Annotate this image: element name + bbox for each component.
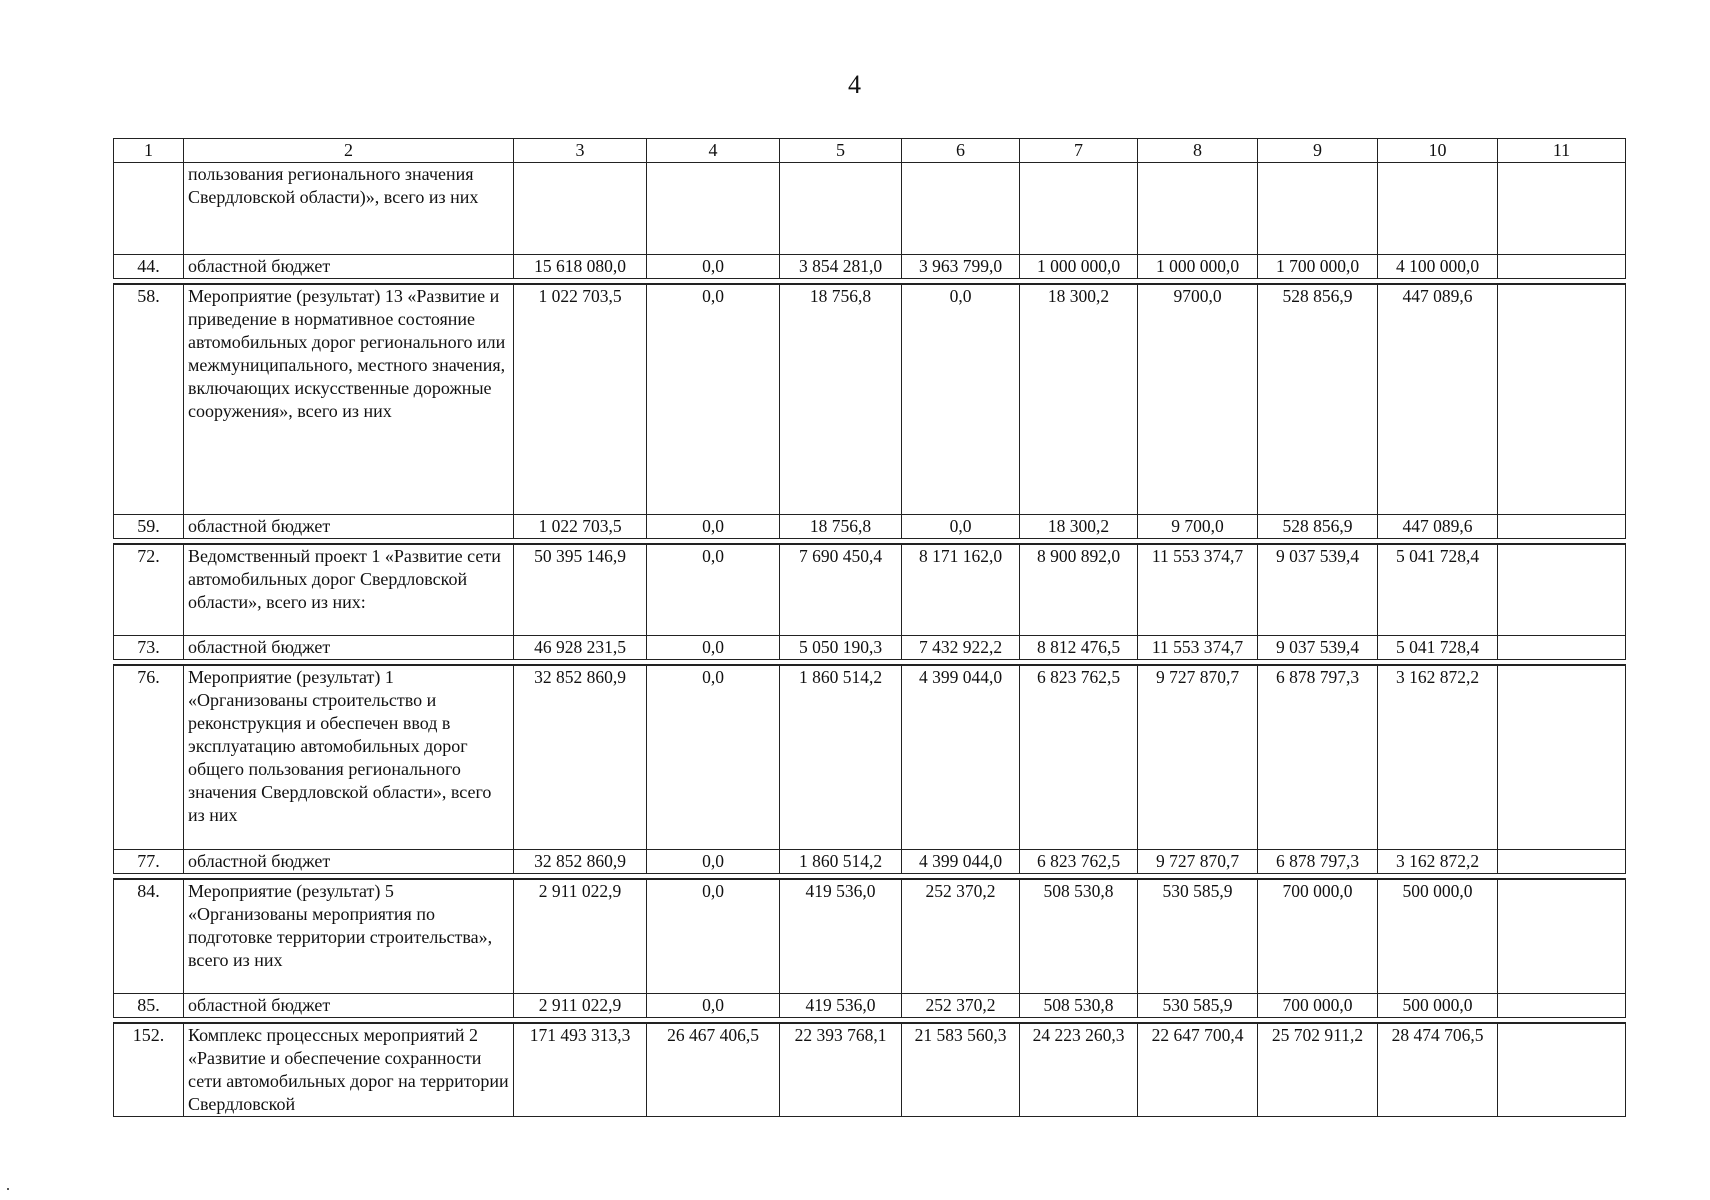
table-row — [114, 544, 1626, 636]
value-cell-col-6: 3 963 799,0 — [902, 255, 1020, 279]
value-cell-col-11 — [1498, 163, 1626, 255]
table-row — [114, 255, 1626, 279]
value-cell-col-4: 0,0 — [647, 994, 780, 1018]
value-cell-col-8: 1 000 000,0 — [1138, 255, 1258, 279]
row-number: 77. — [114, 849, 184, 873]
value-cell-col-10: 5 041 728,4 — [1378, 544, 1498, 636]
table-row — [114, 879, 1626, 994]
table-row — [114, 514, 1626, 538]
value-cell-col-5: 18 756,8 — [780, 514, 902, 538]
scan-speck — [7, 1188, 9, 1190]
value-cell-col-11 — [1498, 994, 1626, 1018]
value-cell-col-6: 7 432 922,2 — [902, 636, 1020, 660]
value-cell-col-8: 530 585,9 — [1138, 879, 1258, 994]
value-cell-col-3: 1 022 703,5 — [514, 514, 647, 538]
value-cell-col-5: 5 050 190,3 — [780, 636, 902, 660]
column-header-10: 10 — [1378, 139, 1498, 163]
value-cell-col-5: 419 536,0 — [780, 879, 902, 994]
value-cell-col-3: 15 618 080,0 — [514, 255, 647, 279]
value-cell-col-6: 0,0 — [902, 514, 1020, 538]
value-cell-col-11 — [1498, 636, 1626, 660]
value-cell-col-9: 528 856,9 — [1258, 284, 1378, 514]
column-header-6: 6 — [902, 139, 1020, 163]
value-cell-col-9: 9 037 539,4 — [1258, 636, 1378, 660]
value-cell-col-3: 2 911 022,9 — [514, 879, 647, 994]
value-cell-col-5: 419 536,0 — [780, 994, 902, 1018]
value-cell-col-7: 18 300,2 — [1020, 514, 1138, 538]
value-cell-col-4: 0,0 — [647, 284, 780, 514]
table-row — [114, 994, 1626, 1018]
value-cell-col-11 — [1498, 1023, 1626, 1117]
column-header-7: 7 — [1020, 139, 1138, 163]
value-cell-col-6: 8 171 162,0 — [902, 544, 1020, 636]
row-description: Мероприятие (результат) 5 «Организованы мероприятия по подготовке территории строительства», всего из них — [184, 879, 514, 994]
value-cell-col-8 — [1138, 163, 1258, 255]
table-row — [114, 849, 1626, 873]
value-cell-col-6: 252 370,2 — [902, 879, 1020, 994]
value-cell-col-8: 9700,0 — [1138, 284, 1258, 514]
value-cell-col-9: 25 702 911,2 — [1258, 1023, 1378, 1117]
value-cell-col-6: 4 399 044,0 — [902, 665, 1020, 849]
value-cell-col-7: 6 823 762,5 — [1020, 849, 1138, 873]
value-cell-col-6 — [902, 163, 1020, 255]
value-cell-col-4 — [647, 163, 780, 255]
value-cell-col-7: 508 530,8 — [1020, 994, 1138, 1018]
row-description: областной бюджет — [184, 514, 514, 538]
value-cell-col-7: 1 000 000,0 — [1020, 255, 1138, 279]
row-description: областной бюджет — [184, 994, 514, 1018]
value-cell-col-9 — [1258, 163, 1378, 255]
column-header-4: 4 — [647, 139, 780, 163]
budget-table-container — [113, 138, 1625, 1117]
row-number: 85. — [114, 994, 184, 1018]
page-number: 4 — [848, 70, 862, 99]
value-cell-col-9: 6 878 797,3 — [1258, 665, 1378, 849]
value-cell-col-4: 0,0 — [647, 544, 780, 636]
value-cell-col-6: 4 399 044,0 — [902, 849, 1020, 873]
column-header-8: 8 — [1138, 139, 1258, 163]
value-cell-col-8: 9 727 870,7 — [1138, 665, 1258, 849]
value-cell-col-11 — [1498, 849, 1626, 873]
value-cell-col-5: 3 854 281,0 — [780, 255, 902, 279]
value-cell-col-5: 1 860 514,2 — [780, 665, 902, 849]
value-cell-col-6: 0,0 — [902, 284, 1020, 514]
value-cell-col-10: 500 000,0 — [1378, 879, 1498, 994]
value-cell-col-4: 0,0 — [647, 255, 780, 279]
value-cell-col-10: 447 089,6 — [1378, 284, 1498, 514]
budget-table — [113, 138, 1626, 1117]
value-cell-col-3: 2 911 022,9 — [514, 994, 647, 1018]
column-header-11: 11 — [1498, 139, 1626, 163]
value-cell-col-11 — [1498, 514, 1626, 538]
row-description: Мероприятие (результат) 13 «Развитие и приведение в нормативное состояние автомобильных дорог регионального или межмуниципального, местного значения, включающих искусственные дорожные сооружения», всего из них — [184, 284, 514, 514]
value-cell-col-10: 3 162 872,2 — [1378, 849, 1498, 873]
value-cell-col-10: 447 089,6 — [1378, 514, 1498, 538]
value-cell-col-11 — [1498, 544, 1626, 636]
value-cell-col-9: 1 700 000,0 — [1258, 255, 1378, 279]
row-description: Ведомственный проект 1 «Развитие сети автомобильных дорог Свердловской области», всего из них: — [184, 544, 514, 636]
value-cell-col-4: 0,0 — [647, 879, 780, 994]
row-description: пользования регионального значения Свердловской области)», всего из них — [184, 163, 514, 255]
row-description: Комплекс процессных мероприятий 2 «Развитие и обеспечение сохранности сети автомобильных дорог на территории Свердловской — [184, 1023, 514, 1117]
value-cell-col-3: 1 022 703,5 — [514, 284, 647, 514]
value-cell-col-7: 8 900 892,0 — [1020, 544, 1138, 636]
value-cell-col-9: 9 037 539,4 — [1258, 544, 1378, 636]
value-cell-col-7: 6 823 762,5 — [1020, 665, 1138, 849]
value-cell-col-8: 22 647 700,4 — [1138, 1023, 1258, 1117]
value-cell-col-8: 11 553 374,7 — [1138, 636, 1258, 660]
row-number — [114, 163, 184, 255]
column-header-5: 5 — [780, 139, 902, 163]
row-number: 76. — [114, 665, 184, 849]
value-cell-col-10: 3 162 872,2 — [1378, 665, 1498, 849]
value-cell-col-7: 24 223 260,3 — [1020, 1023, 1138, 1117]
value-cell-col-10: 500 000,0 — [1378, 994, 1498, 1018]
table-row — [114, 1023, 1626, 1117]
row-number: 58. — [114, 284, 184, 514]
value-cell-col-6: 252 370,2 — [902, 994, 1020, 1018]
value-cell-col-10: 28 474 706,5 — [1378, 1023, 1498, 1117]
value-cell-col-4: 0,0 — [647, 665, 780, 849]
row-number: 72. — [114, 544, 184, 636]
value-cell-col-7: 18 300,2 — [1020, 284, 1138, 514]
table-row — [114, 284, 1626, 514]
row-description: областной бюджет — [184, 255, 514, 279]
value-cell-col-3 — [514, 163, 647, 255]
value-cell-col-10: 4 100 000,0 — [1378, 255, 1498, 279]
value-cell-col-5: 22 393 768,1 — [780, 1023, 902, 1117]
value-cell-col-4: 0,0 — [647, 636, 780, 660]
table-row — [114, 636, 1626, 660]
value-cell-col-8: 9 700,0 — [1138, 514, 1258, 538]
column-header-9: 9 — [1258, 139, 1378, 163]
value-cell-col-10 — [1378, 163, 1498, 255]
row-description: областной бюджет — [184, 849, 514, 873]
value-cell-col-11 — [1498, 879, 1626, 994]
value-cell-col-5 — [780, 163, 902, 255]
row-number: 44. — [114, 255, 184, 279]
value-cell-col-7 — [1020, 163, 1138, 255]
value-cell-col-5: 1 860 514,2 — [780, 849, 902, 873]
row-description: областной бюджет — [184, 636, 514, 660]
value-cell-col-9: 700 000,0 — [1258, 994, 1378, 1018]
value-cell-col-10: 5 041 728,4 — [1378, 636, 1498, 660]
row-number: 73. — [114, 636, 184, 660]
row-number: 152. — [114, 1023, 184, 1117]
table-row — [114, 163, 1626, 255]
value-cell-col-11 — [1498, 284, 1626, 514]
value-cell-col-7: 508 530,8 — [1020, 879, 1138, 994]
value-cell-col-3: 46 928 231,5 — [514, 636, 647, 660]
value-cell-col-8: 11 553 374,7 — [1138, 544, 1258, 636]
value-cell-col-9: 528 856,9 — [1258, 514, 1378, 538]
value-cell-col-3: 32 852 860,9 — [514, 849, 647, 873]
value-cell-col-3: 171 493 313,3 — [514, 1023, 647, 1117]
value-cell-col-8: 530 585,9 — [1138, 994, 1258, 1018]
value-cell-col-7: 8 812 476,5 — [1020, 636, 1138, 660]
row-number: 59. — [114, 514, 184, 538]
value-cell-col-5: 18 756,8 — [780, 284, 902, 514]
table-row — [114, 665, 1626, 849]
row-number: 84. — [114, 879, 184, 994]
table-header-row — [114, 139, 1626, 163]
value-cell-col-4: 0,0 — [647, 514, 780, 538]
value-cell-col-4: 26 467 406,5 — [647, 1023, 780, 1117]
value-cell-col-9: 6 878 797,3 — [1258, 849, 1378, 873]
value-cell-col-3: 50 395 146,9 — [514, 544, 647, 636]
column-header-1: 1 — [114, 139, 184, 163]
value-cell-col-11 — [1498, 665, 1626, 849]
value-cell-col-8: 9 727 870,7 — [1138, 849, 1258, 873]
row-description: Мероприятие (результат) 1 «Организованы строительство и реконструкция и обеспечен ввод в эксплуатацию автомобильных дорог общего пользования регионального значения Свердловской области», всего из них — [184, 665, 514, 849]
value-cell-col-4: 0,0 — [647, 849, 780, 873]
column-header-2: 2 — [184, 139, 514, 163]
value-cell-col-5: 7 690 450,4 — [780, 544, 902, 636]
value-cell-col-11 — [1498, 255, 1626, 279]
column-header-3: 3 — [514, 139, 647, 163]
value-cell-col-6: 21 583 560,3 — [902, 1023, 1020, 1117]
value-cell-col-9: 700 000,0 — [1258, 879, 1378, 994]
value-cell-col-3: 32 852 860,9 — [514, 665, 647, 849]
